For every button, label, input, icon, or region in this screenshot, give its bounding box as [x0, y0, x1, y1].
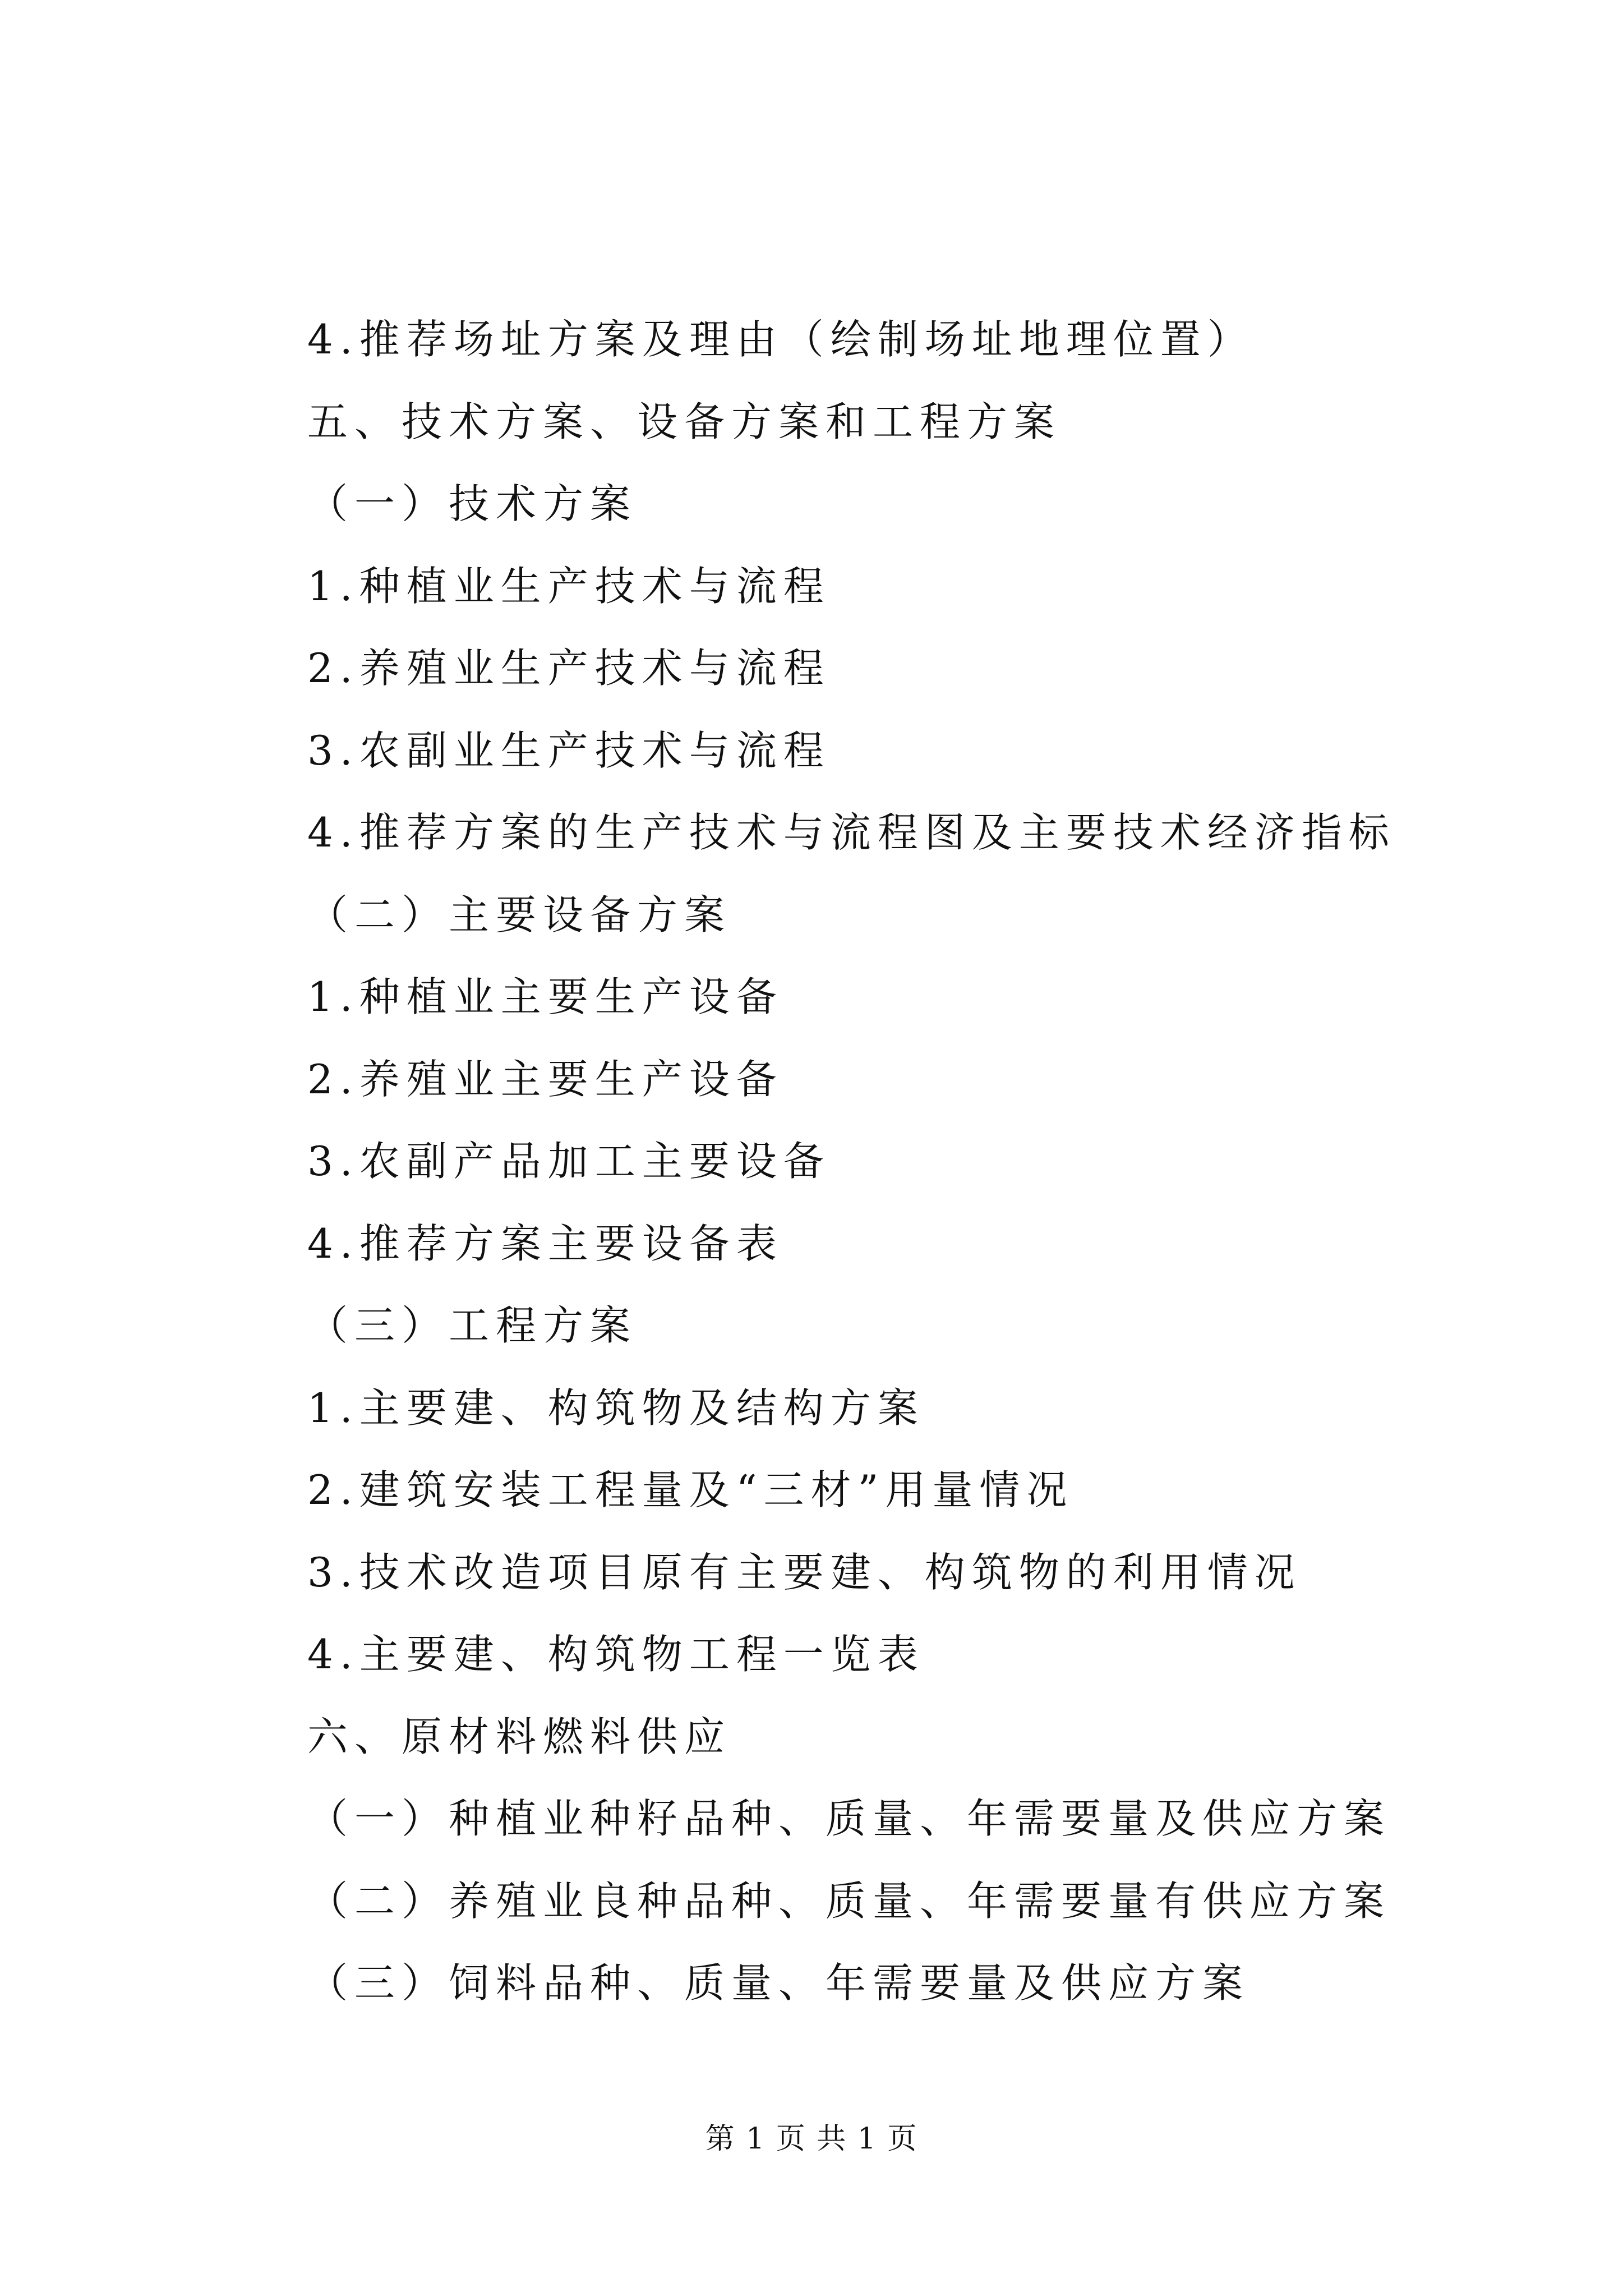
text-line: 4.主要建、构筑物工程一览表: [307, 1631, 925, 1678]
text-line: 2.建筑安装工程量及“三材”用量情况: [307, 1466, 1074, 1513]
subsection-heading: （三）工程方案: [307, 1302, 638, 1349]
text-line: 3.农副业生产技术与流程: [307, 726, 831, 774]
subsection-heading: （一）技术方案: [307, 480, 638, 527]
text-line: 2.养殖业主要生产设备: [307, 1055, 783, 1103]
subsection-heading: （三）饲料品种、质量、年需要量及供应方案: [307, 1959, 1250, 2007]
subsection-heading: （一）种植业种籽品种、质量、年需要量及供应方案: [307, 1795, 1391, 1842]
subsection-heading: （二）主要设备方案: [307, 891, 732, 938]
text-line: 1.种植业主要生产设备: [307, 973, 783, 1020]
text-line: 3.农副产品加工主要设备: [307, 1138, 831, 1185]
text-line: 3.技术改造项目原有主要建、构筑物的利用情况: [307, 1548, 1302, 1596]
subsection-heading: （二）养殖业良种品种、质量、年需要量有供应方案: [307, 1877, 1391, 1925]
text-line: 4.推荐方案的生产技术与流程图及主要技术经济指标: [307, 809, 1396, 856]
text-line: 4.推荐场址方案及理由（绘制场址地理位置）: [307, 316, 1255, 363]
text-line: 1.主要建、构筑物及结构方案: [307, 1384, 925, 1432]
section-heading: 五、技术方案、设备方案和工程方案: [307, 398, 1062, 445]
text-line: 2.养殖业生产技术与流程: [307, 645, 831, 692]
text-line: 4.推荐方案主要设备表: [307, 1220, 783, 1267]
section-heading: 六、原材料燃料供应: [307, 1713, 732, 1760]
page-number-footer: 第 1 页 共 1 页: [705, 2122, 918, 2156]
document-body: [307, 306, 1485, 2032]
text-line: 1.种植业生产技术与流程: [307, 562, 831, 610]
